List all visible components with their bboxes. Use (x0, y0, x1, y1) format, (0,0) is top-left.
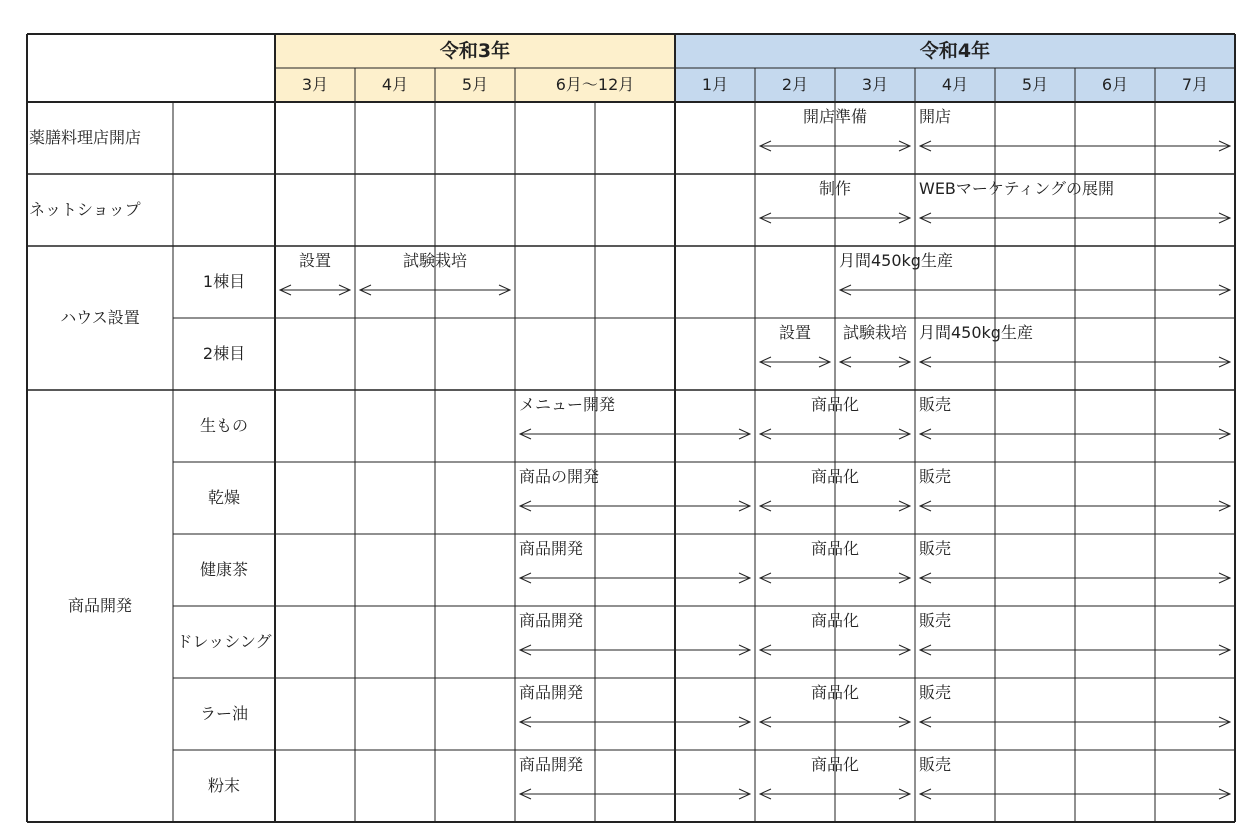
row-label: ラー油 (199, 704, 249, 723)
row-label: 2棟目 (202, 344, 246, 363)
task-label: 商品化 (810, 611, 860, 630)
row-label: ドレッシング (176, 632, 272, 651)
category-label: 薬膳料理店開店 (29, 128, 142, 147)
month-label: 6月～12月 (555, 75, 635, 94)
task-label: 設置 (298, 251, 332, 270)
task-label: 販売 (919, 611, 952, 630)
task-label: 試験栽培 (402, 251, 468, 270)
month-label: 5月 (1021, 75, 1049, 94)
task-arrow (840, 285, 1230, 295)
task-label: 商品化 (810, 755, 860, 774)
row-label: 粉末 (207, 776, 241, 795)
task-label: 設置 (778, 323, 812, 342)
category-label: 商品開発 (67, 596, 133, 615)
task-label: メニュー開発 (519, 395, 616, 414)
task-label: 月間450kg生産 (919, 323, 1033, 342)
task-arrow (520, 429, 750, 439)
task-arrow (520, 501, 750, 511)
task-arrow (520, 645, 750, 655)
task-label: 商品開発 (519, 611, 584, 630)
task-label: 開店準備 (802, 107, 868, 126)
task-label: 商品開発 (519, 683, 584, 702)
task-label: 商品化 (810, 683, 860, 702)
month-label: 6月 (1101, 75, 1129, 94)
row-label: 1棟目 (202, 272, 246, 291)
category-label: ネットショップ (29, 200, 141, 219)
year-label: 令和4年 (919, 40, 991, 62)
task-label: 試験栽培 (842, 323, 908, 342)
task-label: 販売 (919, 467, 952, 486)
task-label: 制作 (818, 179, 852, 198)
task-label: 販売 (919, 683, 952, 702)
month-label: 1月 (701, 75, 729, 94)
month-label: 4月 (941, 75, 969, 94)
category-label: ハウス設置 (60, 308, 140, 327)
task-label: 商品化 (810, 539, 860, 558)
month-label: 3月 (301, 75, 329, 94)
task-label: 開店 (919, 107, 952, 126)
task-arrow (520, 573, 750, 583)
row-label: 生もの (199, 416, 249, 435)
task-label: 販売 (919, 395, 952, 414)
task-label: WEBマーケティングの展開 (919, 179, 1114, 198)
task-label: 販売 (919, 539, 952, 558)
month-label: 7月 (1181, 75, 1209, 94)
task-arrow (520, 717, 750, 727)
month-label: 3月 (861, 75, 889, 94)
month-label: 5月 (461, 75, 489, 94)
task-label: 商品開発 (519, 539, 584, 558)
task-arrow (280, 285, 350, 295)
month-label: 2月 (781, 75, 809, 94)
task-label: 商品開発 (519, 755, 584, 774)
task-arrow (520, 789, 750, 799)
task-label: 商品化 (810, 395, 860, 414)
year-label: 令和3年 (439, 40, 511, 62)
task-label: 月間450kg生産 (839, 251, 953, 270)
row-label: 健康茶 (199, 560, 249, 579)
task-label: 商品化 (810, 467, 860, 486)
row-label: 乾燥 (207, 488, 241, 507)
task-label: 販売 (919, 755, 952, 774)
task-arrow (840, 357, 910, 367)
month-label: 4月 (381, 75, 409, 94)
task-label: 商品の開発 (519, 467, 600, 486)
task-arrow (760, 357, 830, 367)
